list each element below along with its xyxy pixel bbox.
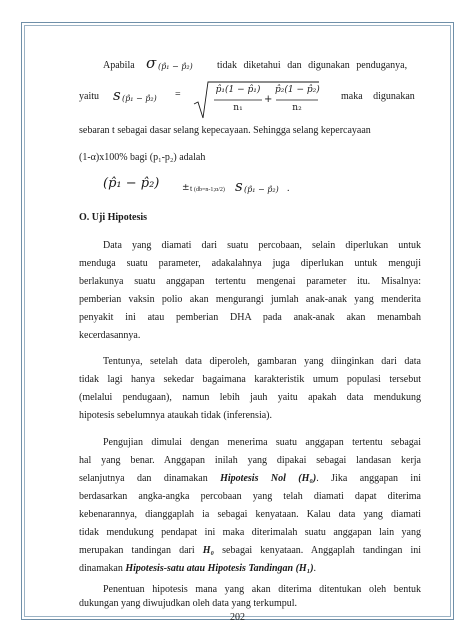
formula-apabila-line	[103, 56, 421, 76]
para2-line: Tentunya, setelah data diperoleh, gambaran yang diinginkan dari data	[103, 356, 421, 367]
fraction1-denominator: n₁	[233, 103, 243, 113]
para3-text: sebagai kenyataan. Anggaplah tandingan ini	[214, 545, 421, 556]
para3-text: selanjutnya dan dinamakan	[79, 473, 221, 484]
h0-term: H₀	[202, 545, 215, 556]
para3-text: merupakan tandingan dari	[79, 545, 203, 556]
confidence-interval-formula	[103, 174, 421, 198]
page-number: 202	[230, 612, 245, 623]
yaitu-word: yaitu	[79, 91, 99, 102]
hipotesis-tandingan-term: Hipotesis-satu atau Hipotesis Tandingan (H₁)	[125, 563, 314, 574]
hipotesis-nol-term: Hipotesis Nol (H₀)	[220, 473, 317, 484]
para3-line-with-h1	[79, 563, 421, 575]
para4-line: dukungan yang diwujudkan oleh data yang terkumpul.	[79, 598, 298, 609]
fraction1-numerator: p̂₁(1 − p̂₁)	[215, 85, 261, 95]
text-line-selang: (1-α)x100% bagi (p₁-p₂) adalah	[79, 152, 206, 163]
ci-t: t	[190, 184, 193, 193]
para1-line: berlakunya suatu anggapan tertentu mengenai parameter itu. Misalnya:	[79, 276, 421, 287]
para3-text: . Jika anggapan ini	[316, 473, 421, 484]
ci-lhs: (p̂₁ − p̂₂)	[103, 176, 160, 191]
ci-period: .	[287, 183, 290, 194]
ci-s: s	[235, 177, 243, 195]
ci-t-subscript: (db=n-1;α/2)	[194, 187, 225, 193]
para1-line: pemberian vaksin polio akan mengurangi jumlah anak-anak yang menderita	[79, 294, 421, 305]
para3-line: hal yang benar. Anggapan inilah yang dipakai sebagai landasan kerja	[79, 455, 421, 466]
para3-line: tidak mendukung pendapat ini maka diterimalah suatu anggapan lain yang	[79, 527, 421, 538]
para3-line: berdasarkan angka-angka percobaan yang telah diamati dapat diterima	[79, 491, 421, 502]
para2-line: tidak lagi hanya sekedar bagaimana karakteristik umum populasi tersebut	[79, 374, 421, 385]
sigma-symbol: σ	[146, 54, 157, 72]
para3-line: Pengujian dimulai dengan menerima suatu anggapan tertentu sebagai	[103, 437, 421, 448]
s-symbol: s	[113, 86, 121, 104]
formula2-trailing-text: maka digunakan	[341, 91, 415, 102]
formula1-trailing-text: tidak diketahui dan digunakan penduganya,	[217, 60, 408, 71]
para3-line-with-h0	[79, 473, 421, 485]
s-subscript: (p̂₁ − p̂₂)	[122, 94, 157, 103]
para3-line-with-h0-ref	[79, 545, 421, 557]
fraction2-numerator: p̂₂(1 − p̂₂)	[275, 85, 320, 95]
para3-text: dinamakan	[79, 563, 126, 574]
equals-sign: =	[175, 89, 181, 100]
para2-line: (melalui pendugaan), namun lebih jauh yaitu apakah data mendukung	[79, 392, 421, 403]
text-line-sebaran: sebaran t sebagai dasar selang kepecayaan. Sehingga selang kepercayaan	[79, 125, 371, 136]
section-heading: O. Uji Hipotesis	[79, 212, 148, 223]
sigma-subscript: (p̂₁ − p̂₂)	[158, 62, 193, 71]
para3-text: .	[313, 563, 317, 574]
para1-line: penyakit ini atau pemberian DHA pada anak-anak akan menambah	[79, 312, 421, 323]
para1-line: kecerdasannya.	[79, 330, 141, 341]
para1-line: menduga suatu parameter, adakalahnya juga diperlukan untuk menguji	[79, 258, 421, 269]
para4-line: Penentuan hipotesis mana yang akan diterima ditentukan oleh bentuk	[103, 584, 421, 595]
para3-line: kebenarannya, dianggaplah ia sebagai kenyataan. Kalau data yang diamati	[79, 509, 421, 520]
fraction2-denominator: n₂	[292, 103, 302, 113]
formula-yaitu-line	[79, 80, 421, 120]
apabila-word: Apabila	[103, 60, 135, 71]
para1-line: Data yang diamati dari suatu percobaan, selain diperlukan untuk	[103, 240, 421, 251]
ci-plusminus: ±	[182, 183, 190, 193]
ci-s-subscript: (p̂₁ − p̂₂)	[244, 185, 279, 194]
plus-sign: +	[264, 94, 273, 105]
para2-line: hipotesis sebelumnya ataukah tidak (inferensia).	[79, 410, 272, 421]
